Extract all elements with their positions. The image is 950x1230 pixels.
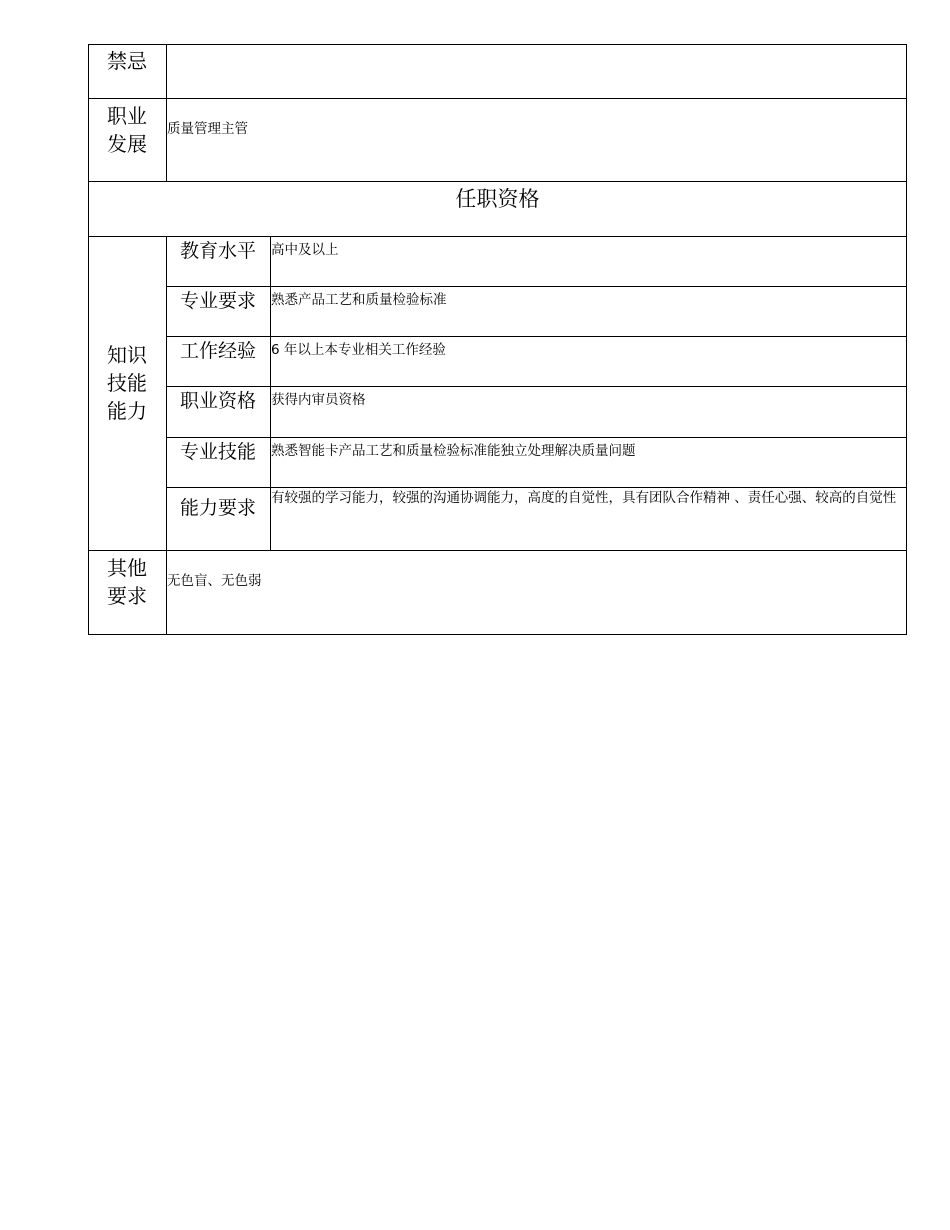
professional-certification-label: 职业资格 — [179, 390, 256, 412]
knowledge-skills-label: 知识 技能 能力 — [107, 343, 147, 423]
row-divider — [88, 181, 907, 182]
row-divider — [166, 286, 907, 287]
other-requirements-value: 无色盲、无色弱 — [167, 573, 262, 589]
professional-certification-value: 获得内审员资格 — [271, 392, 366, 408]
work-experience-label: 工作经验 — [179, 340, 256, 362]
major-requirement-value: 熟悉产品工艺和质量检验标准 — [271, 292, 447, 308]
professional-skills-value: 熟悉智能卡产品工艺和质量检验标准能独立处理解决质量问题 — [271, 443, 636, 459]
education-level-value: 高中及以上 — [271, 242, 339, 258]
other-requirements-label: 其他 要求 — [107, 556, 147, 608]
taboo-label: 禁忌 — [107, 49, 147, 73]
row-divider — [166, 336, 907, 337]
professional-skills-label: 专业技能 — [179, 441, 256, 463]
career-development-label: 职业 发展 — [107, 104, 147, 156]
row-divider — [88, 98, 907, 99]
qualifications-section-title: 任职资格 — [455, 187, 540, 211]
column-divider — [166, 44, 167, 181]
ability-requirement-value: 有较强的学习能力，较强的沟通协调能力，高度的自觉性，具有团队合作精神 、责任心强、较高的自觉性 — [271, 490, 897, 506]
work-experience-value: 6 年以上本专业相关工作经验 — [271, 342, 446, 358]
education-level-label: 教育水平 — [179, 240, 256, 262]
major-requirement-label: 专业要求 — [179, 290, 256, 312]
row-divider — [88, 550, 907, 551]
job-requirements-table — [88, 44, 907, 635]
row-divider — [166, 437, 907, 438]
row-divider — [88, 236, 907, 237]
column-divider — [166, 550, 167, 635]
row-divider — [166, 386, 907, 387]
row-divider — [166, 487, 907, 488]
ability-requirement-label: 能力要求 — [179, 497, 256, 519]
career-development-value: 质量管理主管 — [167, 121, 248, 137]
